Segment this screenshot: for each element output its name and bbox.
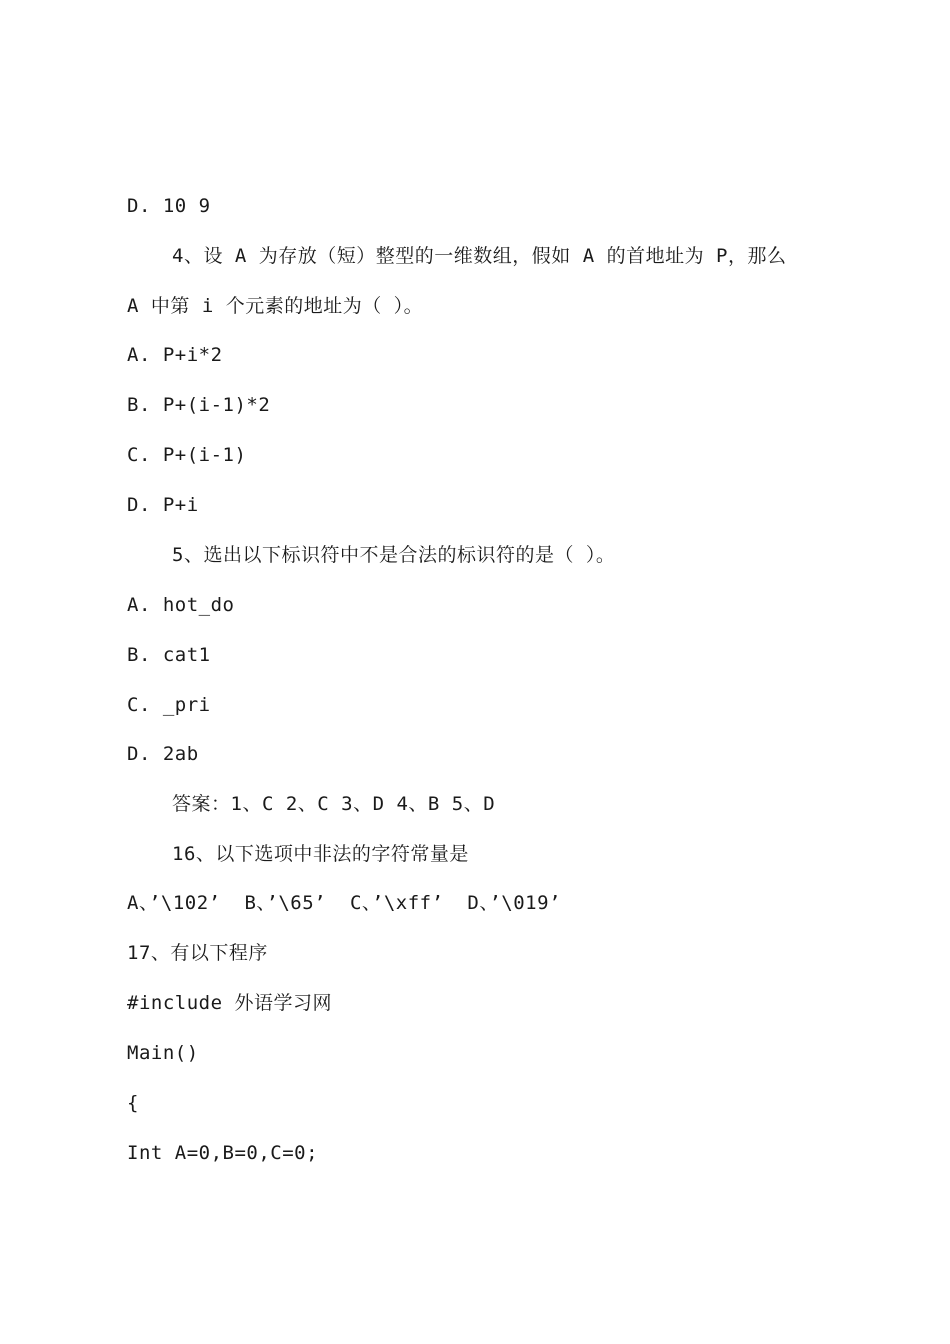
option-d-q4: D. P+i [127, 494, 199, 516]
code-main: Main() [127, 1042, 199, 1064]
option-d-q3: D. 10 9 [127, 195, 211, 217]
question-16: 16、以下选项中非法的字符常量是 [172, 843, 469, 865]
question-16-options: A、’\102’ B、’\65’ C、’\xff’ D、’\019’ [127, 892, 561, 914]
code-int-declaration: Int A=0,B=0,C=0; [127, 1142, 319, 1164]
option-c-q4: C. P+(i-1) [127, 444, 247, 466]
option-b-q4: B. P+(i-1)*2 [127, 394, 271, 416]
option-a-q4: A. P+i*2 [127, 344, 223, 366]
question-17: 17、有以下程序 [127, 942, 268, 964]
option-b-q5: B. cat1 [127, 644, 211, 666]
code-include: #include 外语学习网 [127, 992, 332, 1014]
option-c-q5: C. _pri [127, 694, 211, 716]
option-d-q5: D. 2ab [127, 743, 199, 765]
option-a-q5: A. hot_do [127, 594, 235, 616]
question-4-line-1: 4、设 A 为存放（短）整型的一维数组，假如 A 的首地址为 P，那么 [172, 245, 787, 267]
answer-key: 答案：1、C 2、C 3、D 4、B 5、D [172, 793, 496, 815]
question-4-line-2: A 中第 i 个元素的地址为（ ）。 [127, 295, 424, 317]
code-open-brace: { [127, 1092, 139, 1114]
question-5: 5、选出以下标识符中不是合法的标识符的是（ ）。 [172, 544, 616, 566]
